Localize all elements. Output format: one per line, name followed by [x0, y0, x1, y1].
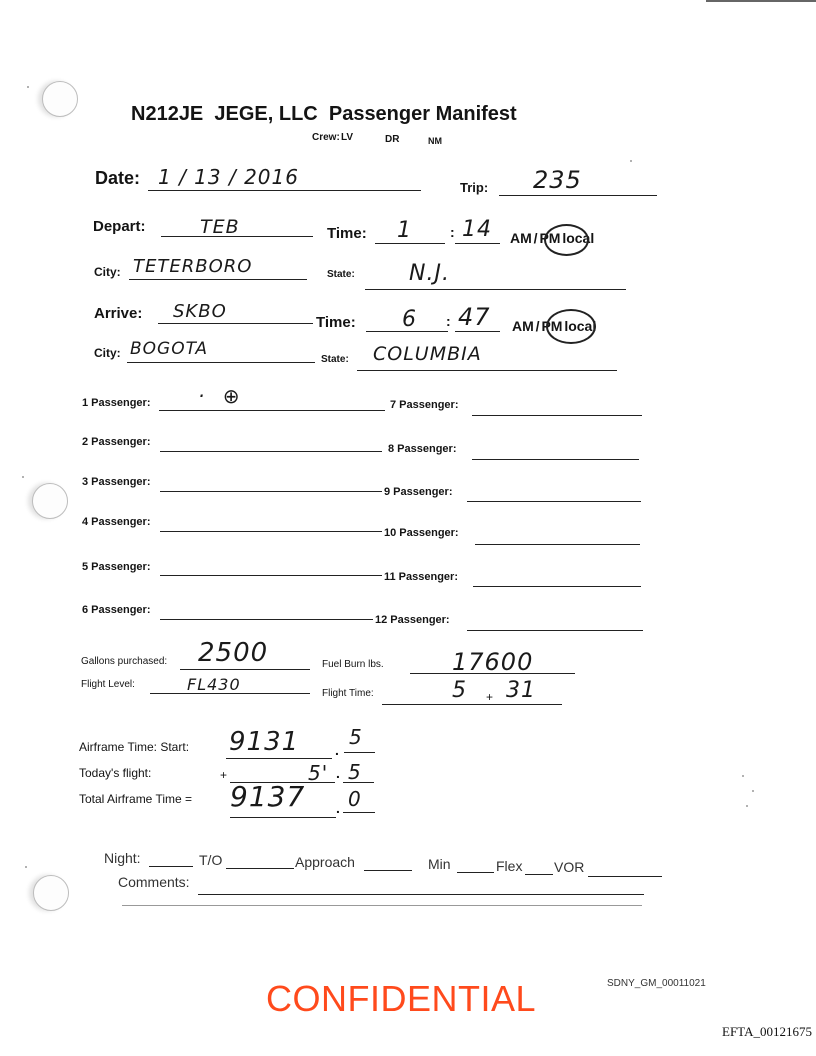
- arrive-line: [158, 323, 313, 324]
- min-label: Min: [428, 856, 451, 872]
- arrive-hour: 6: [402, 307, 417, 332]
- passenger-4-line: [160, 531, 382, 532]
- arrive-airport: SKBO: [173, 301, 227, 322]
- today-flight-label: Today's flight:: [79, 766, 152, 780]
- flex-line: [525, 874, 553, 875]
- depart-pm-circle: [544, 224, 589, 256]
- depart-city-line: [129, 279, 307, 280]
- arrive-city-label: City:: [94, 346, 121, 360]
- to-label: T/O: [199, 852, 223, 868]
- scan-speck: [630, 160, 632, 162]
- to-line: [226, 868, 294, 869]
- depart-hour: 1: [397, 218, 412, 243]
- passenger-3-line: [160, 491, 382, 492]
- passenger-12-label: 12 Passenger:: [375, 614, 450, 626]
- passenger-4-label: 4 Passenger:: [82, 516, 151, 528]
- passenger-5-label: 5 Passenger:: [82, 561, 151, 573]
- total-airframe-whole: 9137: [230, 780, 306, 813]
- passenger-11-label: 11 Passenger:: [384, 571, 458, 583]
- depart-state: N.J.: [409, 261, 450, 286]
- total-airframe-tenth: 0: [348, 787, 362, 811]
- trip-value: 235: [533, 166, 582, 194]
- today-flight-tenth: 5: [348, 760, 362, 784]
- crew-lv: LV: [341, 132, 354, 143]
- depart-airport: TEB: [200, 216, 240, 238]
- passenger-9-label: 9 Passenger:: [384, 486, 453, 498]
- depart-label: Depart:: [93, 218, 146, 235]
- depart-ampm: AM / PM local: [510, 230, 595, 246]
- arrive-time-colon: :: [446, 313, 451, 329]
- trip-label: Trip:: [460, 180, 489, 195]
- passenger-8-label: 8 Passenger:: [388, 443, 457, 455]
- approach-line: [364, 870, 412, 871]
- date-line: [148, 190, 421, 191]
- arrive-city: BOGOTA: [130, 339, 209, 359]
- arrive-ampm: AM / PM local: [512, 318, 597, 334]
- punch-hole-bottom: [33, 875, 69, 911]
- night-line: [149, 866, 193, 867]
- depart-hour-line: [375, 243, 445, 244]
- passenger-11-line: [473, 586, 641, 587]
- scan-speck: [25, 866, 27, 868]
- flight-time-line: [382, 704, 562, 705]
- total-airframe-line: [230, 817, 336, 818]
- airframe-start-tenth: 5: [349, 725, 363, 749]
- depart-time-colon: :: [450, 224, 455, 240]
- comments-label: Comments:: [118, 874, 190, 890]
- passenger-2-line: [160, 451, 382, 452]
- night-label: Night:: [104, 850, 141, 866]
- arrive-pm-circle: [546, 309, 596, 344]
- min-line: [457, 872, 494, 873]
- fuel-burn-value: 17600: [452, 648, 534, 676]
- confidential-stamp: CONFIDENTIAL: [266, 978, 537, 1019]
- gallons-value: 2500: [198, 638, 269, 668]
- depart-time-label: Time:: [327, 225, 367, 242]
- scan-speck: [752, 790, 754, 792]
- passenger-7-label: 7 Passenger:: [390, 399, 459, 411]
- comments-line: [198, 894, 644, 895]
- today-flight-plus: +: [220, 768, 228, 782]
- flex-label: Flex: [496, 858, 523, 874]
- arrive-state-label: State:: [321, 354, 349, 365]
- airframe-start-whole: 9131: [229, 727, 300, 757]
- total-airframe-label: Total Airframe Time =: [79, 792, 193, 806]
- depart-city: TETERBORO: [133, 256, 253, 277]
- punch-hole-top: [42, 81, 78, 117]
- depart-minute: 14: [462, 217, 492, 242]
- arrive-minute-line: [455, 331, 500, 332]
- flight-time-label: Flight Time:: [322, 688, 374, 699]
- vor-line: [588, 876, 662, 877]
- passenger-6-line: [160, 619, 373, 620]
- fuel-burn-label: Fuel Burn lbs.: [322, 659, 384, 670]
- passenger-2-label: 2 Passenger:: [82, 436, 151, 448]
- approach-label: Approach: [295, 854, 355, 870]
- total-airframe-dot: .: [336, 800, 340, 816]
- efta-number: EFTA_00121675: [722, 1024, 812, 1039]
- passenger-9-line: [467, 501, 641, 502]
- passenger-1-label: 1 Passenger:: [82, 397, 151, 409]
- today-flight-dot: .: [336, 765, 340, 781]
- passenger-5-line: [160, 575, 382, 576]
- flight-time-separator: +: [486, 690, 494, 704]
- passenger-6-label: 6 Passenger:: [82, 604, 151, 616]
- punch-hole-middle: [32, 483, 68, 519]
- depart-state-line: [365, 289, 626, 290]
- gallons-line: [180, 669, 310, 670]
- airframe-start-label: Airframe Time: Start:: [79, 740, 190, 754]
- passenger-8-line: [472, 459, 639, 460]
- crew-label: Crew:: [312, 132, 340, 143]
- airframe-start-dot: .: [335, 742, 339, 758]
- scan-edge-line: [706, 0, 816, 2]
- flight-level-value: FL430: [187, 675, 241, 694]
- scan-speck: [22, 476, 24, 478]
- crew-dr: DR: [385, 134, 400, 145]
- passenger-10-line: [475, 544, 640, 545]
- arrive-state-line: [357, 370, 617, 371]
- flight-time-minutes: 31: [506, 678, 536, 703]
- today-flight-whole: 5': [308, 761, 329, 785]
- date-label: Date:: [95, 168, 141, 188]
- depart-state-label: State:: [327, 269, 355, 280]
- total-airframe-tenth-line: [343, 812, 375, 813]
- trip-line: [499, 195, 657, 196]
- scan-speck: [27, 86, 29, 88]
- passenger-1-value: · ⊕: [198, 384, 246, 408]
- airframe-start-tenth-line: [344, 752, 375, 753]
- arrive-label: Arrive:: [94, 305, 143, 322]
- date-value: 1 / 13 / 2016: [158, 165, 299, 189]
- passenger-3-label: 3 Passenger:: [82, 476, 151, 488]
- passenger-10-label: 10 Passenger:: [384, 527, 459, 539]
- today-flight-tenth-line: [343, 782, 374, 783]
- passenger-1-line: [159, 410, 385, 411]
- crew-nm: NM: [428, 136, 442, 146]
- scan-speck: [742, 775, 744, 777]
- gallons-label: Gallons purchased:: [81, 656, 168, 667]
- airframe-start-line: [226, 758, 332, 759]
- manifest-title: N212JE JEGE, LLC Passenger Manifest: [131, 103, 517, 125]
- arrive-minute: 47: [458, 303, 491, 331]
- arrive-state: COLUMBIA: [373, 343, 482, 365]
- depart-city-label: City:: [94, 265, 121, 279]
- flight-time-hours: 5: [452, 678, 467, 703]
- comments-line-2: [122, 905, 642, 906]
- depart-minute-line: [455, 243, 500, 244]
- vor-label: VOR: [554, 859, 585, 875]
- scan-speck: [746, 805, 748, 807]
- arrive-time-label: Time:: [316, 314, 356, 331]
- passenger-7-line: [472, 415, 642, 416]
- flight-level-label: Flight Level:: [81, 679, 135, 690]
- arrive-city-line: [127, 362, 315, 363]
- bates-number: SDNY_GM_00011021: [607, 978, 706, 989]
- passenger-12-line: [467, 630, 643, 631]
